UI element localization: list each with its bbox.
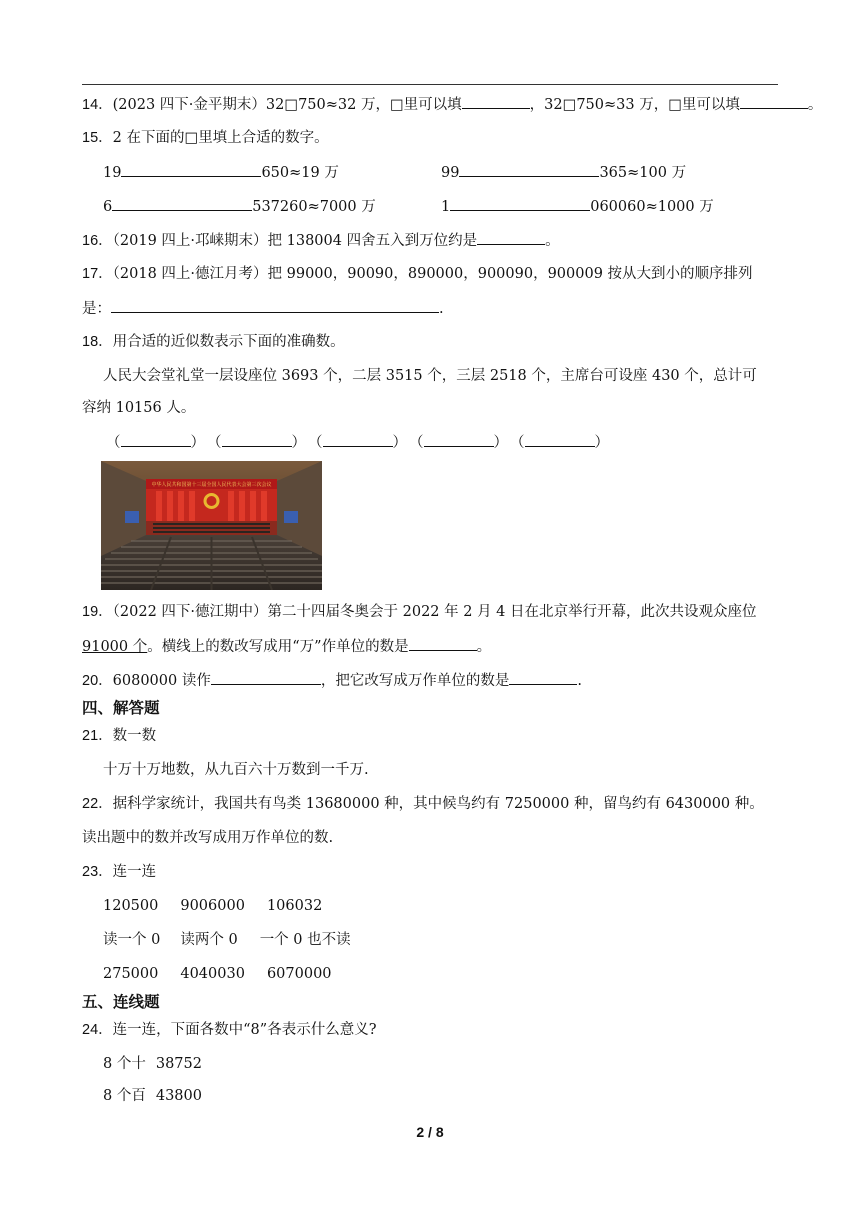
question-24: 24．连一连，下面各数中“8”各表示什么意义? [82,1022,377,1038]
answer-blank[interactable] [121,432,191,447]
answer-blank[interactable] [222,432,292,447]
match-item[interactable]: 106032 [266,898,323,914]
question-23: 23．连一连 [82,864,157,880]
q15-item-2: 99 365≈100 万 [441,162,686,183]
square-box-icon: □ [668,97,682,113]
square-box-icon: □ [184,130,199,146]
square-box-icon: □ [562,97,577,113]
question-16: 16．（2019 四上·邛崃期末）把 138004 四舍五入到万位约是 。 [82,230,560,251]
q23-row-1 [103,896,322,916]
question-22-line2: 读出题中的数并改写成用万作单位的数. [82,830,334,846]
answer-blank[interactable] [409,636,477,651]
match-item[interactable]: 8 个百 [103,1088,146,1104]
answer-blank[interactable] [477,230,545,245]
answer-blank[interactable] [323,432,393,447]
question-19-line2: 91000 个。横线上的数改写成用“万”作单位的数是 。 [82,636,491,657]
section-heading-4: 四、解答题 [82,699,160,717]
page-number: 2 / 8 [416,1124,444,1140]
answer-blank[interactable] [111,298,439,313]
match-item[interactable]: 275000 [103,966,159,982]
match-item[interactable]: 120500 [103,898,159,914]
match-item[interactable]: 读一个 0 [103,932,161,948]
section-heading-5: 五、连线题 [82,993,160,1011]
underlined-number: 91000 个 [82,639,148,655]
q24-item-2 [103,1086,202,1106]
q23-row-2 [103,930,351,950]
q18-paragraph-1: 人民大会堂礼堂一层设座位 3693 个，二层 3515 个，三层 2518 个，主席台可设座 430 个，总计可 [103,368,757,384]
q18-answer-row [106,432,611,453]
question-22: 22．据科学家统计，我国共有鸟类 13680000 种，其中候鸟约有 7250000 种，留鸟约有 6430000 种。 [82,796,764,812]
q15-item-3: 6 537260≈7000 万 [103,196,376,217]
answer-blank[interactable] [509,670,577,685]
question-19: 19．（2022 四下·德江期中）第二十四届冬奥会于 2022 年 2 月 4 日在北京举行开幕，此次共设观众座位 [82,604,757,620]
question-14: 14．(2023 四下·金平期末）32□750≈32 万，□里可以填 ，32□750≈33 万，□里可以填 。 [82,94,822,115]
answer-blank[interactable] [459,162,599,177]
match-item[interactable]: 一个 0 也不读 [259,932,351,948]
match-item[interactable]: 9006000 [180,898,245,914]
match-item[interactable]: 8 个十 [103,1056,146,1072]
question-source: (2023 四下·金平期末） [112,97,266,113]
square-box-icon: □ [284,97,299,113]
answer-blank[interactable] [740,94,808,109]
square-box-icon: □ [389,97,404,113]
question-17-line2: 是： . [82,298,444,319]
q21-subtext: 十万十万地数，从九百六十万数到一千万. [103,762,369,778]
answer-paren: （ ） [308,432,407,453]
answer-paren: （ ） [106,432,205,453]
header-rule [82,84,778,85]
q15-item-4: 1 060060≈1000 万 [441,196,714,217]
answer-blank[interactable] [525,432,595,447]
answer-blank[interactable] [462,94,530,109]
stage-banner: 中华人民共和国第十三届全国人民代表大会第三次会议 [151,482,272,488]
q18-paragraph-2: 容纳 10156 人。 [82,400,196,416]
answer-blank[interactable] [424,432,494,447]
answer-paren: （ ） [409,432,508,453]
match-item[interactable]: 43800 [155,1088,202,1104]
answer-paren: （ ） [510,432,609,453]
q23-row-3 [103,964,332,984]
question-17: 17．（2018 四上·德江月考）把 99000，90090，890000，900090，900009 按从大到小的顺序排列 [82,266,753,282]
match-item[interactable]: 读两个 0 [180,932,238,948]
question-18: 18．用合适的近似数表示下面的准确数。 [82,334,345,350]
question-number: 14． [82,97,113,113]
match-item[interactable]: 38752 [155,1056,202,1072]
match-item[interactable]: 6070000 [266,966,332,982]
question-20: 20．6080000 读作 ，把它改写成万作单位的数是 . [82,670,582,691]
answer-blank[interactable] [211,670,321,685]
answer-blank[interactable] [112,196,252,211]
q24-item-1 [103,1054,202,1074]
question-21: 21．数一数 [82,728,157,744]
great-hall-photo [101,461,322,590]
q15-item-1: 19 650≈19 万 [103,162,339,183]
match-item[interactable]: 4040030 [180,966,245,982]
answer-paren: （ ） [207,432,306,453]
answer-blank[interactable] [121,162,261,177]
question-15: 15．2 在下面的□里填上合适的数字。 [82,130,329,146]
answer-blank[interactable] [450,196,590,211]
